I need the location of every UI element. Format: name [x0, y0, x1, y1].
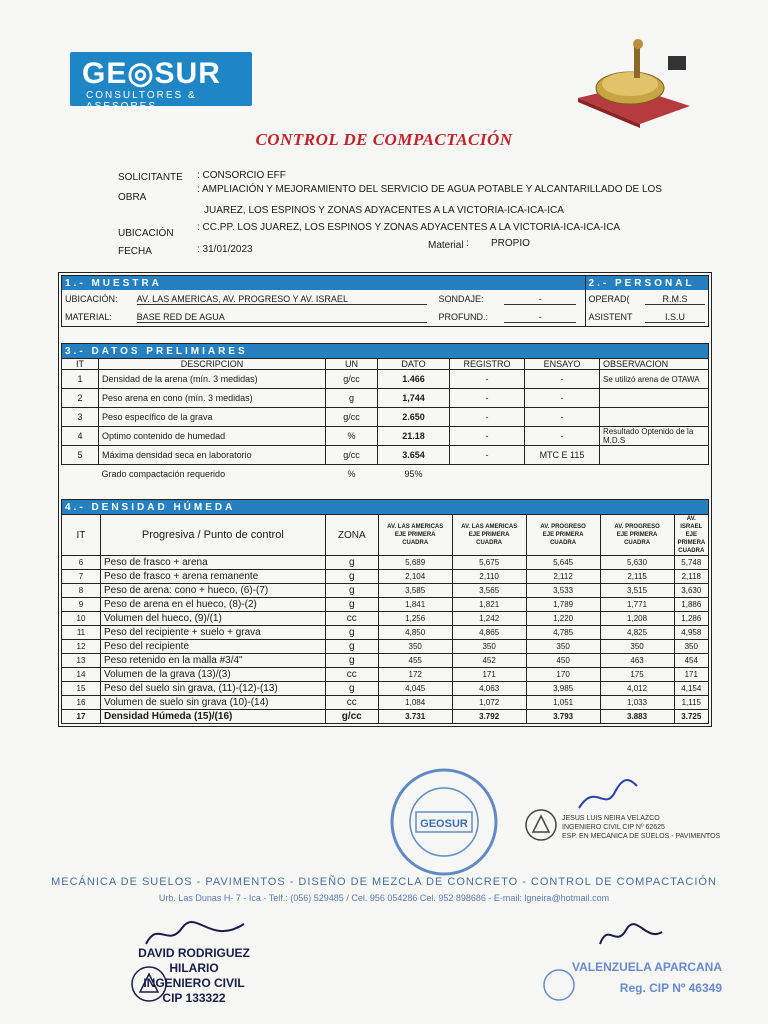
- sign-left-title: INGENIERO CIVIL: [143, 976, 245, 990]
- prelim-col-un: UN: [326, 359, 378, 370]
- cell: 5,645: [526, 556, 600, 570]
- cell: %: [326, 427, 378, 446]
- cell: g: [325, 556, 378, 570]
- cell: 4,785: [526, 626, 600, 640]
- cell: 3.654: [378, 446, 450, 465]
- value-obra-line1: : AMPLIACIÓN Y MEJORAMIENTO DEL SERVICIO DE AGUA POTABLE Y ALCANTARILLADO DE LOS: [197, 184, 662, 195]
- cell: -: [525, 427, 600, 446]
- col-head-5: AV. ISRAEL: [680, 516, 703, 530]
- cell: Peso de frasco + arena: [100, 556, 325, 570]
- cell: -: [450, 389, 525, 408]
- cell: g: [325, 654, 378, 668]
- cell: g/cc: [325, 710, 378, 724]
- label-obra: OBRA: [118, 192, 147, 203]
- logo-subtitle: CONSULTORES & ASESORES: [86, 90, 197, 112]
- footer-contact: Urb. Las Dunas H- 7 - Ica - Telf.: (056) 529485 / Cel. 956 054286 Cel. 952 898686 - E-mail: lgneira@hotmail.com: [158, 893, 610, 903]
- grado-label: Grado compactación requerido: [101, 469, 226, 479]
- sign-right-block: [552, 960, 722, 996]
- cell: 4,850: [378, 626, 452, 640]
- muestra-ubic-label: UBICACIÓN:: [65, 294, 118, 304]
- cell: g: [325, 598, 378, 612]
- cell: 13: [62, 654, 101, 668]
- cell: 1,051: [526, 696, 600, 710]
- prelim-col-observacion: OBSERVACION: [600, 359, 709, 370]
- cell: 1,242: [452, 612, 526, 626]
- table-row: [62, 408, 709, 427]
- cell: -: [525, 370, 600, 389]
- cell: 172: [378, 668, 452, 682]
- grado-value: 95%: [404, 469, 423, 479]
- sign-right-name: VALENZUELA APARCANA: [572, 960, 722, 974]
- asistente-value: I.S.U: [645, 312, 705, 323]
- densidad-humeda-table: [61, 499, 709, 724]
- cell: 2,112: [526, 570, 600, 584]
- table-row: [62, 626, 709, 640]
- table-row: [62, 556, 709, 570]
- operador-label: OPERAD(: [585, 290, 642, 308]
- table-row: [62, 640, 709, 654]
- sign-left-cip: CIP 133322: [162, 991, 226, 1005]
- cell: 350: [452, 640, 526, 654]
- sondaje-value: -: [504, 294, 576, 305]
- cell: Optimo contenido de humedad: [99, 427, 326, 446]
- sand-cone-apparatus-icon: [578, 36, 690, 128]
- cell: 350: [600, 640, 674, 654]
- cell: 4,865: [452, 626, 526, 640]
- sign-right-cip: Reg. CIP Nº 46349: [619, 981, 722, 995]
- cell: Peso del recipiente: [100, 640, 325, 654]
- cell: 2: [62, 389, 99, 408]
- cell: -: [525, 408, 600, 427]
- cell: [600, 389, 709, 408]
- sign-left-block: [124, 946, 264, 1006]
- cell: cc: [325, 612, 378, 626]
- signature-right-bottom: [596, 918, 666, 950]
- cell: 21.18: [378, 427, 450, 446]
- cell: Densidad de la arena (mín. 3 medidas): [99, 370, 326, 389]
- humeda-header: 4.- DENSIDAD HÚMEDA: [62, 500, 709, 515]
- value-material: : PROPIO: [466, 238, 530, 249]
- signature-right-top: [575, 778, 641, 814]
- cell: 5,675: [452, 556, 526, 570]
- muestra-header: 1.- MUESTRA: [62, 276, 586, 291]
- cell: 1,220: [526, 612, 600, 626]
- logo-wordmark: GE◎SUR: [82, 57, 221, 90]
- table-row: [62, 389, 709, 408]
- humeda-col-it: IT: [62, 515, 101, 556]
- table-row: [62, 598, 709, 612]
- grado-unit: %: [347, 469, 356, 479]
- cell: g: [325, 570, 378, 584]
- cell: 1.466: [378, 370, 450, 389]
- table-row: [62, 682, 709, 696]
- cell: 452: [452, 654, 526, 668]
- engineer-seal-icon: [524, 808, 558, 842]
- cell: 1,821: [452, 598, 526, 612]
- col-head-2: AV. LAS AMERICAS: [461, 524, 518, 530]
- cell: Densidad Húmeda (15)/(16): [100, 710, 325, 724]
- cell: 3.725: [674, 710, 708, 724]
- cell: 5,630: [600, 556, 674, 570]
- cell: 15: [62, 682, 101, 696]
- col-sub-3: EJE PRIMERA CUADRA: [542, 532, 584, 546]
- cell: 175: [600, 668, 674, 682]
- prelim-column-headers: [62, 359, 709, 370]
- cell: 1,841: [378, 598, 452, 612]
- cell: Peso del recipiente + suelo + grava: [100, 626, 325, 640]
- cell: 1,789: [526, 598, 600, 612]
- prelim-col-ensayo: ENSAYO: [525, 359, 600, 370]
- col-sub-2: EJE PRIMERA CUADRA: [468, 532, 510, 546]
- cell: Volumen de suelo sin grava (10)-(14): [100, 696, 325, 710]
- value-ubicacion: : CC.PP. LOS JUAREZ, LOS ESPINOS Y ZONAS ADYACENTES A LA VICTORIA-ICA-ICA-ICA: [197, 222, 621, 233]
- cell: 1,886: [674, 598, 708, 612]
- cell: 2.650: [378, 408, 450, 427]
- asistente-label: ASISTENT: [585, 308, 642, 327]
- table-row: [62, 427, 709, 446]
- cell: 350: [526, 640, 600, 654]
- compaction-form: [58, 272, 712, 727]
- cell: 455: [378, 654, 452, 668]
- cell: -: [525, 389, 600, 408]
- cell: Peso del suelo sin grava, (11)-(12)-(13): [100, 682, 325, 696]
- engineer-right-cip: INGENIERO CIVIL CIP Nº 62625: [562, 824, 665, 831]
- cell: 2,115: [600, 570, 674, 584]
- cell: Volumen de la grava (13)/(3): [100, 668, 325, 682]
- humeda-rows: [62, 556, 709, 724]
- cell: 3,515: [600, 584, 674, 598]
- cell: g: [325, 682, 378, 696]
- label-ubicacion: UBICACIÓN: [118, 228, 174, 239]
- cell: 4,012: [600, 682, 674, 696]
- cell: 3,585: [378, 584, 452, 598]
- cell: 1,084: [378, 696, 452, 710]
- label-material: Material: [428, 240, 464, 251]
- cell: 10: [62, 612, 101, 626]
- cell: Volumen del hueco, (9)/(1): [100, 612, 325, 626]
- cell: 1,033: [600, 696, 674, 710]
- cell: 11: [62, 626, 101, 640]
- cell: Peso de arena en el hueco, (8)-(2): [100, 598, 325, 612]
- col-sub-5: EJE PRIMERA CUADRA: [677, 532, 706, 554]
- cell: 454: [674, 654, 708, 668]
- cell: 450: [526, 654, 600, 668]
- cell: 171: [452, 668, 526, 682]
- cell: 3.883: [600, 710, 674, 724]
- cell: 5,748: [674, 556, 708, 570]
- value-fecha: : 31/01/2023: [197, 244, 253, 255]
- table-row: [62, 370, 709, 389]
- cell: 463: [600, 654, 674, 668]
- cell: 3: [62, 408, 99, 427]
- col-sub-4: EJE PRIMERA CUADRA: [616, 532, 658, 546]
- sondaje-label: SONDAJE:: [438, 294, 484, 304]
- geosur-stamp: [388, 766, 500, 878]
- profund-label: PROFUND.:: [438, 312, 489, 322]
- cell: Peso de frasco + arena remanente: [100, 570, 325, 584]
- cell: g: [325, 626, 378, 640]
- cell: 12: [62, 640, 101, 654]
- col-head-4: AV. PROGRESO: [614, 524, 660, 530]
- cell: 350: [378, 640, 452, 654]
- prelim-col-registro: REGISTRO: [450, 359, 525, 370]
- cell: 17: [62, 710, 101, 724]
- cell: 4,958: [674, 626, 708, 640]
- cell: 1,771: [600, 598, 674, 612]
- label-fecha: FECHA: [118, 246, 152, 257]
- cell: 4,154: [674, 682, 708, 696]
- cell: [600, 408, 709, 427]
- cell: Peso de arena: cono + hueco, (6)-(7): [100, 584, 325, 598]
- cell: 9: [62, 598, 101, 612]
- engineer-right-spec: ESP. EN MECANICA DE SUELOS - PAVIMENTOS: [562, 833, 721, 840]
- cell: g: [325, 584, 378, 598]
- col-head-3: AV. PROGRESO: [540, 524, 586, 530]
- cell: 3.792: [452, 710, 526, 724]
- cell: 16: [62, 696, 101, 710]
- cell: 2,104: [378, 570, 452, 584]
- prelim-col-it: IT: [62, 359, 99, 370]
- cell: cc: [325, 668, 378, 682]
- humeda-col-progresiva: Progresiva / Punto de control: [100, 515, 325, 556]
- table-row: [62, 696, 709, 710]
- cell: g/cc: [326, 446, 378, 465]
- cell: -: [450, 446, 525, 465]
- table-row: [62, 668, 709, 682]
- cell: -: [450, 427, 525, 446]
- value-solicitante: : CONSORCIO EFF: [197, 170, 286, 181]
- datos-preliminares-table: [61, 343, 709, 483]
- cell: g/cc: [326, 370, 378, 389]
- muestra-mat-label: MATERIAL:: [65, 312, 112, 322]
- cell: 3.793: [526, 710, 600, 724]
- cell: 4,825: [600, 626, 674, 640]
- prelim-header: 3.- DATOS PRELIMIARES: [62, 344, 709, 359]
- cell: Peso arena en cono (mín. 3 medidas): [99, 389, 326, 408]
- cell: Se utilizó arena de OTAWA: [600, 370, 709, 389]
- cell: 5,689: [378, 556, 452, 570]
- table-row: [62, 654, 709, 668]
- cell: 4,045: [378, 682, 452, 696]
- engineer-right-name: JESUS LUIS NEIRA VELAZCO: [562, 815, 660, 822]
- profund-value: -: [504, 312, 576, 323]
- muestra-mat-value: BASE RED DE AGUA: [137, 312, 427, 323]
- table-row: [62, 710, 709, 724]
- table-row: [62, 584, 709, 598]
- cell: 2,110: [452, 570, 526, 584]
- footer-services: MECÁNICA DE SUELOS - PAVIMENTOS - DISEÑO DE MEZCLA DE CONCRETO - CONTROL DE COMPACTACIÓN: [51, 876, 717, 888]
- cell: -: [450, 370, 525, 389]
- cell: -: [450, 408, 525, 427]
- cell: Máxima densidad seca en laboratorio: [99, 446, 326, 465]
- cell: 2,118: [674, 570, 708, 584]
- col-sub-1: EJE PRIMERA CUADRA: [394, 532, 436, 546]
- personal-header: 2.- PERSONAL: [585, 276, 708, 291]
- sign-left-name: DAVID RODRIGUEZ HILARIO: [138, 946, 250, 975]
- label-solicitante: SOLICITANTE: [118, 172, 183, 183]
- col-head-1: AV. LAS AMERICAS: [387, 524, 444, 530]
- cell: 4: [62, 427, 99, 446]
- geosur-logo: [70, 52, 252, 112]
- table-row: [62, 612, 709, 626]
- cell: cc: [325, 696, 378, 710]
- cell: 1,072: [452, 696, 526, 710]
- humeda-column-headers: [62, 515, 709, 556]
- cell: Peso retenido en la malla #3/4": [100, 654, 325, 668]
- cell: 1,115: [674, 696, 708, 710]
- operador-value: R.M.S: [645, 294, 705, 305]
- table-row: [62, 570, 709, 584]
- muestra-personal-table: [61, 275, 709, 327]
- humeda-col-zona: ZONA: [325, 515, 378, 556]
- cell: 7: [62, 570, 101, 584]
- table-row: [62, 446, 709, 465]
- cell: 3,565: [452, 584, 526, 598]
- cell: 1,286: [674, 612, 708, 626]
- cell: 3,630: [674, 584, 708, 598]
- cell: 170: [526, 668, 600, 682]
- cell: Resultado Optenido de la M.D.S: [600, 427, 709, 446]
- cell: 3.731: [378, 710, 452, 724]
- muestra-ubic-value: AV. LAS AMERICAS, AV. PROGRESO Y AV. ISRAEL: [137, 294, 427, 305]
- prelim-col-desc: DESCRIPCION: [99, 359, 326, 370]
- cell: g/cc: [326, 408, 378, 427]
- engineer-right-block: [562, 814, 720, 841]
- cell: 1: [62, 370, 99, 389]
- cell: 350: [674, 640, 708, 654]
- cell: 171: [674, 668, 708, 682]
- stamp-text: GEOSUR: [420, 818, 468, 830]
- cell: 1,744: [378, 389, 450, 408]
- cell: 14: [62, 668, 101, 682]
- cell: g: [325, 640, 378, 654]
- cell: MTC E 115: [525, 446, 600, 465]
- value-obra-line2: JUAREZ, LOS ESPINOS Y ZONAS ADYACENTES A LA VICTORIA-ICA-ICA-ICA: [204, 205, 564, 216]
- cell: 1,256: [378, 612, 452, 626]
- cell: 3,533: [526, 584, 600, 598]
- cell: 3,985: [526, 682, 600, 696]
- document-title: CONTROL DE COMPACTACIÓN: [255, 130, 513, 149]
- cell: 5: [62, 446, 99, 465]
- cell: 6: [62, 556, 101, 570]
- prelim-col-dato: DATO: [378, 359, 450, 370]
- cell: 8: [62, 584, 101, 598]
- cell: 1,208: [600, 612, 674, 626]
- cell: 4,063: [452, 682, 526, 696]
- grado-compactacion-row: [62, 465, 709, 484]
- cell: [600, 446, 709, 465]
- cell: Peso específico de la grava: [99, 408, 326, 427]
- cell: g: [326, 389, 378, 408]
